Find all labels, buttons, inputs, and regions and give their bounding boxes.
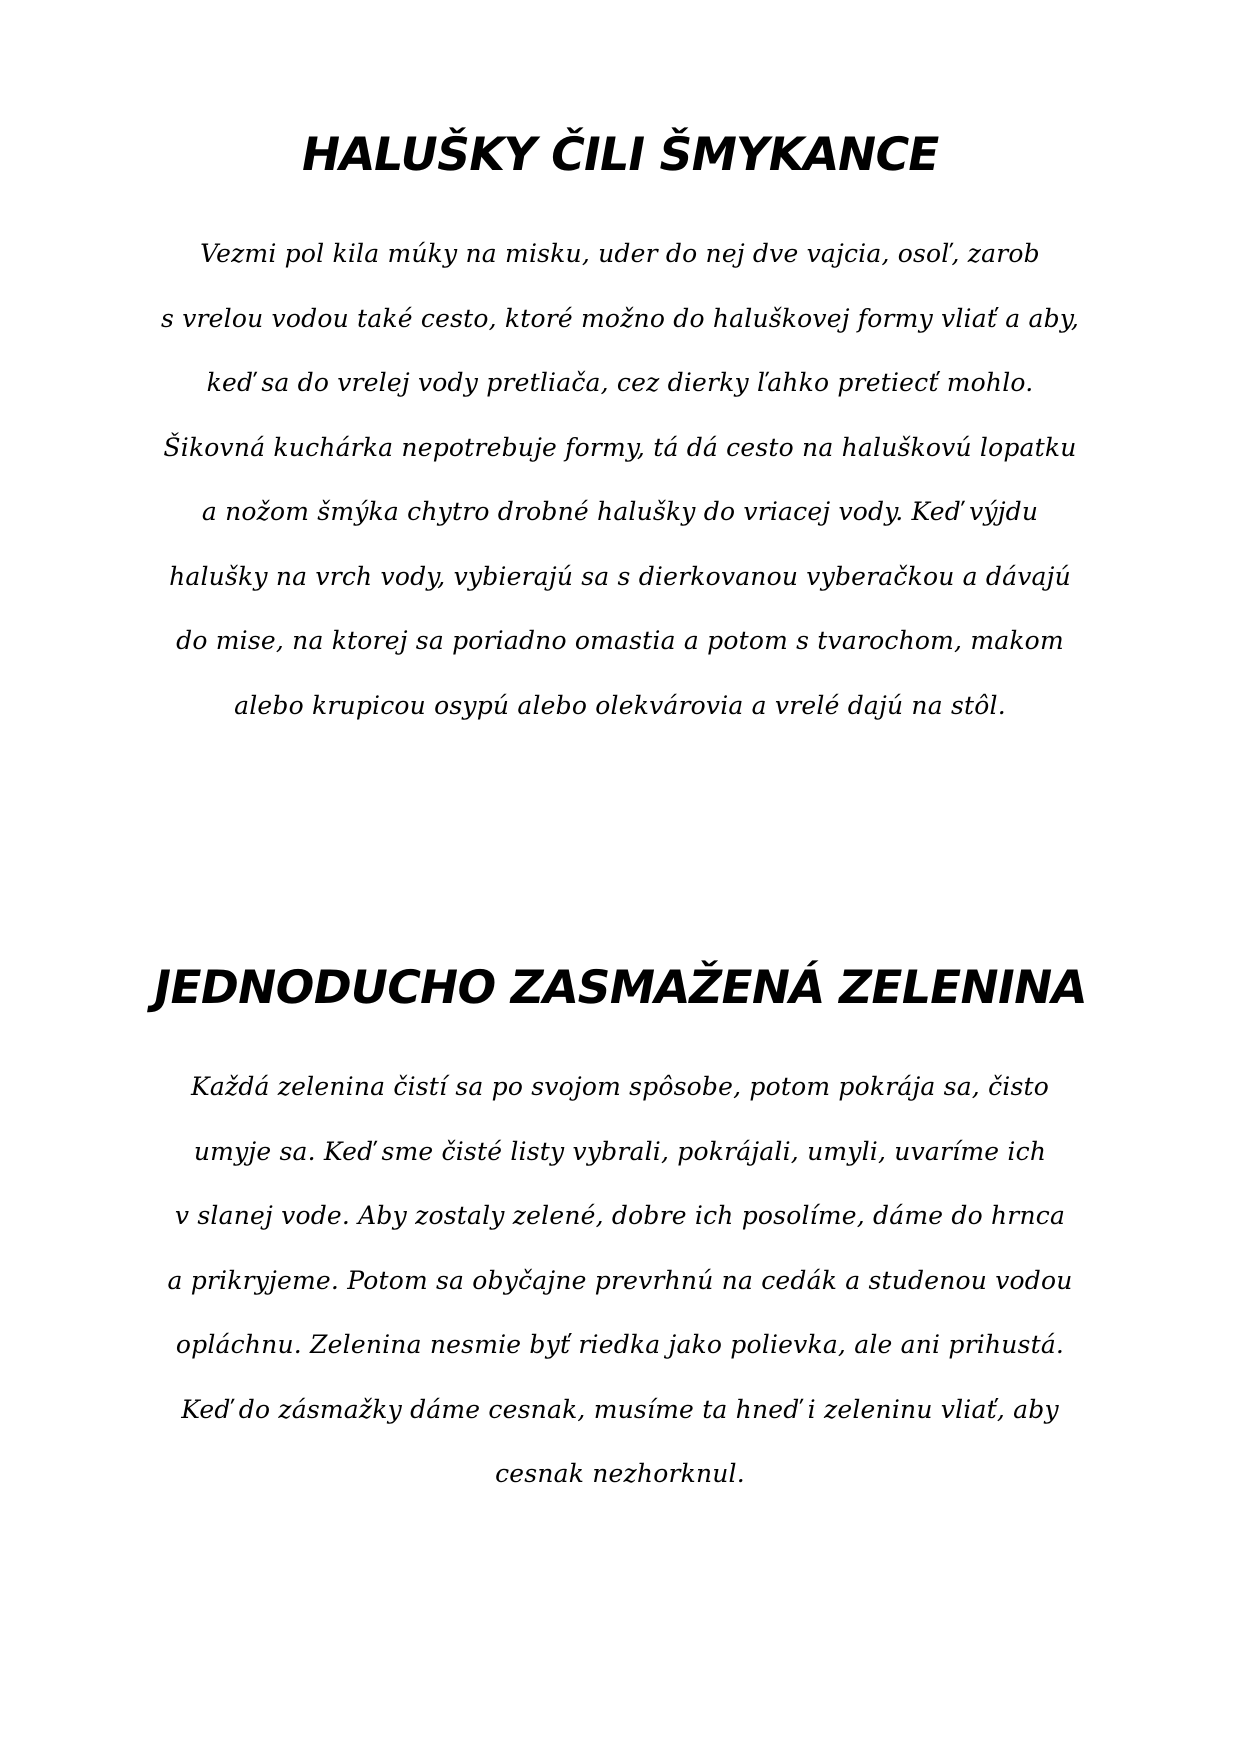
text-line: Keď do zásmažky dáme cesnak, musíme ta hneď i zeleninu vliať, aby (181, 1394, 1059, 1424)
text-line: keď sa do vrelej vody pretliača, cez dierky ľahko pretiecť mohlo. (206, 368, 1034, 397)
text-line: s vrelou vodou také cesto, ktoré možno do haluškovej formy vliať a aby, (161, 303, 1079, 333)
text-line: a nožom šmýka chytro drobné halušky do vriacej vody. Keď výjdu (201, 497, 1039, 526)
text-line: Vezmi pol kila múky na misku, uder do nej dve vajcia, osoľ, zarob (200, 239, 1040, 268)
text-line: Šikovná kuchárka nepotrebuje formy, tá dá cesto na haluškovú lopatku (163, 432, 1077, 462)
recipe-title: JEDNODUCHO ZASMAŽENÁ ZELENINA (149, 960, 1091, 1014)
text-line: umyje sa. Keď sme čisté listy vybrali, pokrájali, umyli, uvaríme ich (193, 1136, 1047, 1166)
text-line: alebo krupicou osypú alebo olekvárovia a vrelé dajú na stôl. (234, 690, 1006, 720)
text-line: a prikryjeme. Potom sa obyčajne prevrhnú na cedák a studenou vodou (167, 1265, 1073, 1295)
recipe-title: HALUŠKY ČILI ŠMYKANCE (296, 127, 944, 181)
recipe-text (100, 222, 1140, 738)
recipe-text (100, 1055, 1140, 1507)
recipe-halusky (100, 112, 1140, 738)
text-line: do mise, na ktorej sa poriadno omastia a potom s tvarochom, makom (176, 626, 1064, 655)
text-line: v slanej vode. Aby zostaly zelené, dobre ich posolíme, dáme do hrnca (174, 1201, 1066, 1230)
recipe-zelenina (100, 945, 1140, 1507)
text-line: Každá zelenina čistí sa po svojom spôsobe, potom pokrája sa, čisto (190, 1072, 1050, 1101)
text-line: opláchnu. Zelenina nesmie byť riedka jako polievka, ale ani prihustá. (175, 1330, 1065, 1359)
text-line: cesnak nezhorknul. (495, 1459, 745, 1488)
text-line: halušky na vrch vody, vybierajú sa s dierkovanou vyberačkou a dávajú (169, 561, 1071, 591)
